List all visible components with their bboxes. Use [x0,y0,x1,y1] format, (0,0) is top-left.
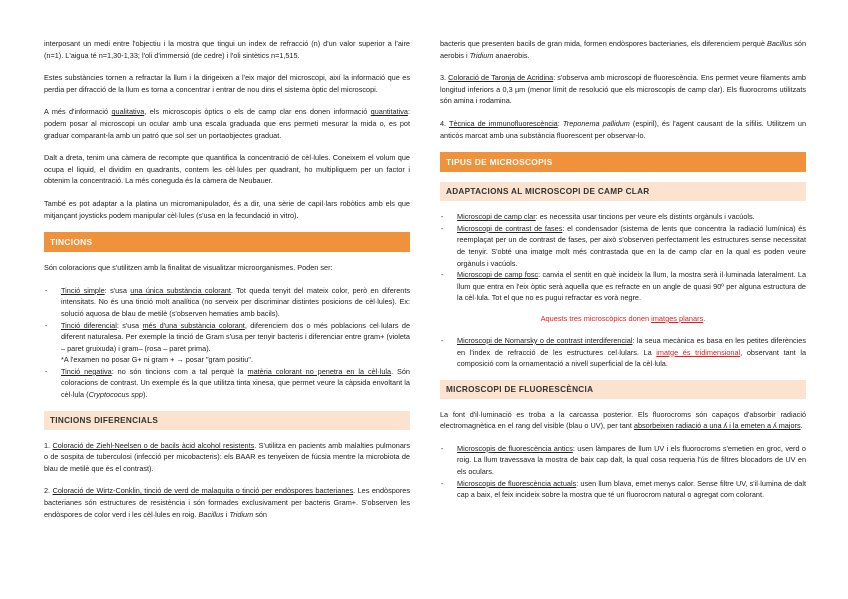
right-column [440,38,806,511]
list-item-tincio-negativa: - Tinció negativa: no són tincions com a tal perquè la matèria colorant no penetra en la cèl·lula. Són coloracions de contrast. Un exemple és la que utilitza tinta xinesa, que permet veure la càpsida envoltant la cèl·lula (Cryptococus spp). [45,366,410,400]
list-item-tincio-diferencial: - Tinció diferencial: s'usa més d'una substància colorant, diferenciem dos o més poblacions cel·lulars de diferent naturalesa. Per exemple la tinció de Gram s'usa per tenyir bacteris i diferenciar entre gram+ (violeta – paret gruixuda) i gram– (rosa – paret prima). [45,320,411,353]
tincions-list [44,285,410,401]
paragraph-fluorescence-source: La font d'il·luminació es troba a la carcassa posterior. Els fluorocroms són capaços d'absorbir radiació electromagnètica en el rang del visible (blau o UV), per tant absorbeixen radiació a una ʎ i la emeten a ʎ majors. [440,409,806,431]
paragraph-wirtz-conklin: 2. Coloració de Wirtz-Conklin, tinció de verd de malaquita o tinció per endòspores bacterianes. Les endòspores bacterianes són estructures de resistència i són formades exclusivament per bacteris Gram+. S'observen les endòspores de color verd i les cèl·lules en roig. Bacillus i Tridium són [44,486,410,519]
paragraph-refraction: Estes substàncies tornen a refractar la llum i la dirigeixen a l'eix major del microscopi, així la informació que es perdia per difracció de la llum es torna a concentrar i entrar de nou dins el sistema òptic del microscopi. [44,73,410,94]
term-quantitativa: quantitativa [370,107,408,117]
list-item-contrast-fases: - Microscopi de contrast de fases: el condensador (sistema de lents que concentra la radiació lumínica) és reemplaçat per un de contrast de fases, per això s'observen perfectament les estructures sense necessitat de tenyir. S'obté una imatge molt més contrastada que en la de camp clar en la qual es poden veure orgànuls i vacúols. [441,223,807,268]
list-item-tincio-simple: - Tinció simple: s'usa una única substància colorant. Tot queda tenyit del mateix color, però en diferents intensitats. No és una tinció molt analítica (no serveix per discriminar distintes posicions de cèl·lules). Ex: solució aquosa de blau de metilè (s'observen hematies amb bacils). [45,285,411,318]
camp-clar-list [440,211,806,304]
section-header-fluorescencia: MICROSCOPI DE FLUORESCÈNCIA [440,380,806,399]
paragraph-ziehl-neelsen: 1. Coloració de Ziehl-Neelsen o de bacils àcid alcohol resistents. S'utilitza en pacients amb malalties pulmonars o de sospita de tuberculosi (infecció per micobacteris): els BAAR es tenyeixen de fúcsia mentre la microbiota de blau de metilè que és el contrast). [44,440,410,473]
paragraph-immersion: interposant un medi entre l'objectiu i la mostra que tingui un index de refracció (n) d'un valor superior a l'aire (n=1). L'aigua té n=1,30-1,33; l'oli d'immersió (de cedre) i l'oli sintètics n=1,515. [44,39,410,60]
section-header-camp-clar: ADAPTACIONS AL MICROSCOPI DE CAMP CLAR [440,182,806,201]
paragraph-micromanipulator: També es pot adaptar a la platina un micromanipulador, és a dir, una sèrie de capil·lars robòtics amb els que mitjançant joysticks podem manipular cèl·lules (s'usa en la fecundació in vitro). [44,198,410,220]
section-header-tipus-microscopis: TIPUS DE MICROSCOPIS [440,152,806,172]
list-item-camp-fosc: - Microscopi de camp fosc: canvia el sentit en què incideix la llum, la mostra serà il·luminada lateralment. La llum que entra en l'eix òptic serà aquella que es refracte en un angle de quasi 90º per alguna estructura de la cèl·lula. Tot el que no es pugui refractar es vorà negre. [441,270,807,303]
nomarsky-list [440,335,806,370]
section-header-tincions-diferencials: TINCIONS DIFERENCIALS [44,411,410,430]
section-header-tincions: TINCIONS [44,232,410,252]
list-item-nomarsky: - Microscopi de Nomarsky o de contrast interdiferencial: la seua mecànica es basa en les petites diferències en l'index de refracció de les estructures cel·lulars. La imatge és tridimensional, observant tant la composició com la ornamentació a nivell superficial de la cèl·lula. [441,335,807,369]
paragraph-tincions-intro: Són coloracions que s'utilitzen amb la finalitat de visualitzar microorganismes. Poden ser: [44,263,333,273]
paragraph-acridina: 3. Coloració de Taronja de Acridina: s'observa amb microscopi de fluorescència. Ens permet veure filaments amb longitud inferiors a 0,3 µm (menor límit de resolució que els microscopis de camp clar). Els fluorocroms utilitzats són amina i rodamina. [440,73,806,106]
paragraph-immunofluorescence: 4. Tècnica de immunofluorescència: Treponema pallidum (espiril), és l'agent causant de la sífilis. Utilitzem un anticòs marcat amb una substància fluorescent per observar-lo. [440,118,806,140]
list-item-fluor-antics: - Microscopis de fluorescència antics: usen làmpares de llum UV i els fluorocroms s'emetien en groc, verd o roig. La llum travessava la mostra de baix cap dalt, la qual cosa requeria l'ús de filtres blocadors de UV en els oculars. [441,443,806,477]
exam-note: *A l'examen no posar G+ ni gram + → posar "gram positiu". [61,355,253,365]
left-column [44,38,410,531]
paragraph-counting-chamber: Dalt a dreta, tenim una càmera de recompte que quantifica la concentració de cèl·lules. Coneixem el volum que ocupa el liquid, el dividim en quadrants, contem les cèl·lules per quadrant, ho multipliquem per un factor i obtenim la concentració. La més coneguda és la càmera de Neubauer. [44,153,410,186]
paragraph-quantitative: A més d'informació qualitativa, els microscopis òptics o els de camp clar ens donen informació quantitativa: podem posar al microscopi un ocular amb una escala graduada que ens permeti mesurar la mida o, es pot graduar comparant-la amb un patró que sol ser un portaobjectes graduat. [44,107,410,140]
list-item-camp-clar: - Microscopi de camp clar: es necessita usar tincions per veure els distints orgànuls i vacúols. [441,212,755,222]
paragraph-bacillus: bacteris que presenten bacils de gran mida, formen endòspores bacterianes, els diferenciem perquè Bacillus són aerobis i Tridium anaerobis. [440,39,806,60]
fluorescence-list [440,443,806,501]
planar-images-note: Aquests tres microscòpics donen imatges planars. [540,313,706,323]
term-qualitativa: qualitativa [111,107,145,117]
list-item-fluor-actuals: - Microscopis de fluorescència actuals: usen llum blava, emet menys calor. Sense filtre UV, s'il·lumina de dalt cap a baix, el feix incideix sobre la mostra que té un fluorocrom natural o agregat com colorant. [441,478,806,500]
